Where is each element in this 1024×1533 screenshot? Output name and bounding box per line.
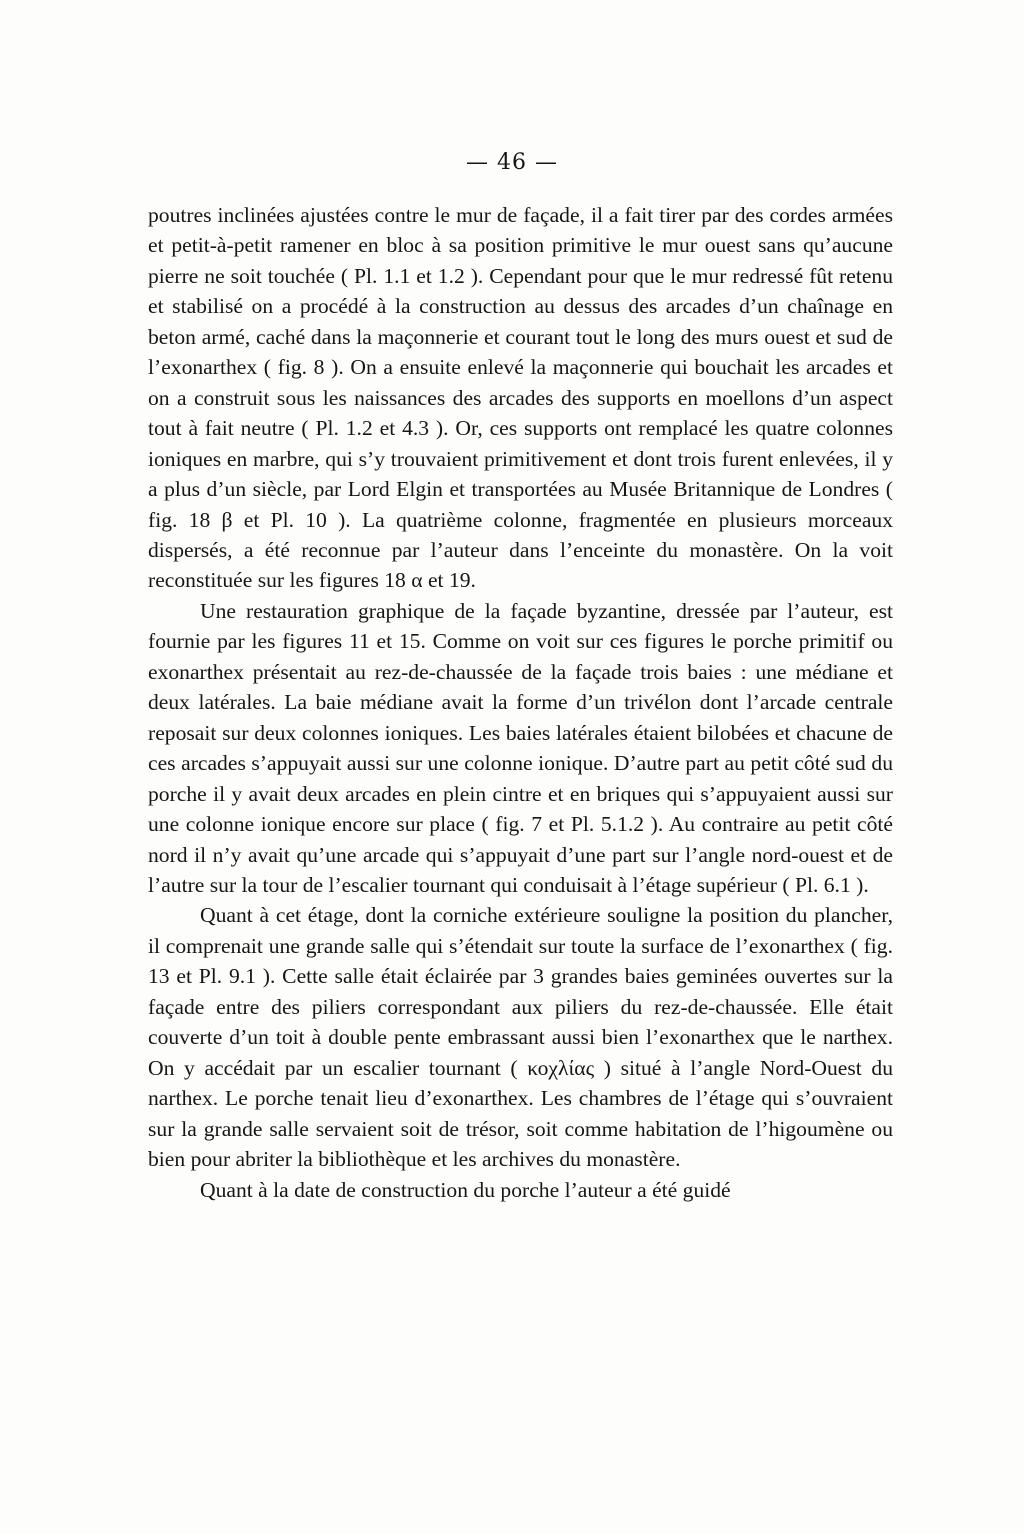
- page-number: — 46 —: [466, 150, 558, 175]
- paragraph: Une restauration graphique de la façade byzantine, dressée par l’auteur, est fournie par les figures 11 et 15. Comme on voit sur ces figures le porche primitif ou exonarthex présentait au rez-de-chaussée de la façade trois baies : une médiane et deux latérales. La baie médiane avait la forme d’un trivélon dont l’arcade centrale reposait sur deux colonnes ioniques. Les baies latérales étaient bilobées et chacune de ces arcades s’appuyait aussi sur une colonne ionique. D’autre part au petit côté sud du porche il y avait deux arcades en plein cintre et en briques qui s’appuyaient aussi sur une colonne ionique encore sur place ( fig. 7 et Pl. 5.1.2 ). Au contraire au petit côté nord il n’y avait qu’une arcade qui s’appuyait d’une part sur l’angle nord-ouest et de l’autre sur la tour de l’escalier tournant qui conduisait à l’étage supérieur ( Pl. 6.1 ).: [148, 598, 893, 897]
- paragraph: Quant à la date de construction du porche l’auteur a été guidé: [200, 1177, 731, 1202]
- paragraph: poutres inclinées ajustées contre le mur de façade, il a fait tirer par des cordes armées et petit-à-petit ramener en bloc à sa position primitive le mur ouest sans qu’aucune pierre ne soit touchée ( Pl. 1.1 et 1.2 ). Cependant pour que le mur redressé fût retenu et stabilisé on a procédé à la construction au dessus des arcades d’un chaînage en beton armé, caché dans la maçonnerie et courant tout le long des murs ouest et sud de l’exonarthex ( fig. 8 ). On a ensuite enlevé la maçonnerie qui bouchait les arcades et on a construit sous les naissances des arcades des supports en moellons d’un aspect tout à fait neutre ( Pl. 1.2 et 4.3 ). Or, ces supports ont remplacé les quatre colonnes ioniques en marbre, qui s’y trouvaient primitivement et dont trois furent enlevées, il y a plus d’un siècle, par Lord Elgin et transportées au Musée Britannique de Londres ( fig. 18 β et Pl. 10 ). La quatrième colonne, fragmentée en plusieurs morceaux dispersés, a été reconnue par l’auteur dans l’enceinte du monastère. On la voit reconstituée sur les figures 18 α et 19.: [148, 203, 893, 593]
- body-text: [148, 200, 893, 1205]
- paragraph: Quant à cet étage, dont la corniche extérieure souligne la position du plancher, il comprenait une grande salle qui s’étendait sur toute la surface de l’exonarthex ( fig. 13 et Pl. 9.1 ). Cette salle était éclairée par 3 grandes baies geminées ouvertes sur la façade entre des piliers correspondant aux piliers du rez-de-chaussée. Elle était couverte d’un toit à double pente embrassant aussi bien l’exonarthex que le narthex. On y accédait par un escalier tournant ( κοχλίας ) situé à l’angle Nord-Ouest du narthex. Le porche tenait lieu d’exonarthex. Les chambres de l’étage qui s’ouvraient sur la grande salle servaient soit de trésor, soit comme habitation de l’higoumène ou bien pour abriter la bibliothèque et les archives du monastère.: [148, 903, 893, 1172]
